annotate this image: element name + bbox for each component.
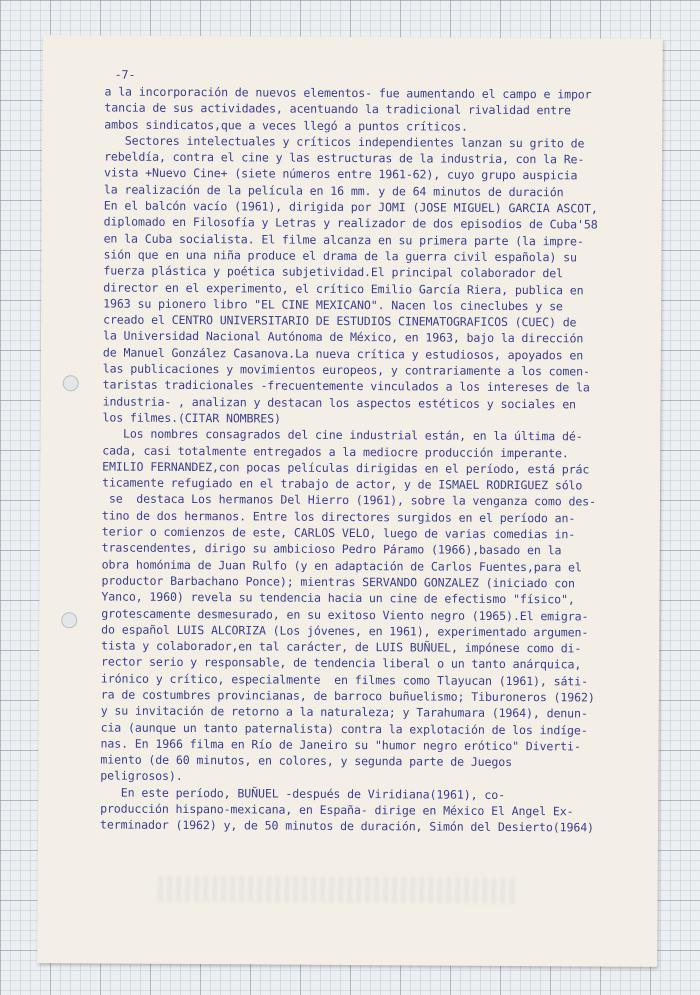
text-line: grotescamente desmesurado, en su exitoso Viento negro (1965).El emigra- bbox=[101, 605, 589, 623]
text-line: tista y colaborador,en tal carácter, de LUIS BUÑUEL, impónese como di- bbox=[101, 638, 582, 656]
text-line: peligrosos). bbox=[100, 768, 183, 784]
text-line: Sectores intelectuales y críticos independientes lanzan su grito de bbox=[104, 133, 585, 151]
punch-hole bbox=[63, 375, 79, 391]
text-line: obra homónima de Juan Rulfo (y en adaptación de Carlos Fuentes,para el bbox=[101, 557, 582, 575]
text-line: los filmes.(CITAR NOMBRES) bbox=[102, 410, 281, 426]
text-line: EMILIO FERNANDEZ,con pocas películas dirigidas en el período, está prác bbox=[102, 459, 590, 477]
text-line: y su invitación de retorno a la naturaleza; y Tarahumara (1964), denun- bbox=[100, 703, 588, 721]
text-line: En el balcón vacío (1961), dirigida por JOMI (JOSE MIGUEL) GARCIA ASCOT, bbox=[103, 198, 598, 216]
text-line: cada, casi totalmente entregados a la mediocre producción imperante. bbox=[102, 443, 569, 460]
page-number: -7- bbox=[114, 67, 136, 82]
text-line: rebeldía, contra el cine y las estructuras de la industria, con la Re- bbox=[104, 149, 585, 167]
text-line: cia (aunque un tanto paternalista) contra la explotación de los indíge- bbox=[100, 720, 588, 738]
text-line: productor Barbachano Ponce); mientras SERVANDO GONZALEZ (iniciado con bbox=[101, 573, 575, 591]
text-line: ambos sindicatos,que a veces llegó a puntos críticos. bbox=[104, 117, 468, 134]
text-line: en la Cuba socialista. El filme alcanza en su primera parte (la impre- bbox=[103, 231, 584, 249]
text-line: fuerza plástica y poética subjetividad.El principal colaborador del bbox=[103, 263, 564, 281]
text-line: de Manuel González Casanova.La nueva crítica y estudiosos, apoyados en bbox=[102, 345, 584, 363]
text-line: nas. En 1966 filma en Río de Janeiro su "humor negro erótico" Diverti- bbox=[100, 736, 581, 754]
text-line: terior o comienzos de este, CARLOS VELO, luego de varias comedias in- bbox=[101, 524, 576, 542]
text-line: rector serio y responsable, de tendencia liberal o un tanto anárquica, bbox=[100, 654, 582, 672]
text-line: 1963 su pionero libro "EL CINE MEXICANO". Nacen los cineclubes y se bbox=[103, 296, 563, 314]
text-line: vista +Nuevo Cine+ (siete números entre 1961-62), cuyo grupo auspicia bbox=[103, 165, 578, 183]
text-line: sión que en una niña produce el drama de la guerra civil española) su bbox=[103, 247, 577, 265]
text-line: terminador (1962) y, de 50 minutos de duración, Simón del Desierto(1964) bbox=[99, 817, 594, 835]
text-line: ticamente refugiado en el trabajo de actor, y de ISMAEL RODRIGUEZ sólo bbox=[102, 475, 583, 493]
text-line: En este período, BUÑUEL -después de Viridiana(1961), co- bbox=[100, 785, 506, 802]
text-line: tancia de sus actividades, acentuando la tradicional rivalidad entre bbox=[104, 100, 571, 118]
text-line: tino de dos hermanos. Entre los directores surgidos en el período an- bbox=[101, 508, 576, 526]
text-line: director en el experimento, el crítico Emilio García Riera, publica en bbox=[103, 280, 584, 297]
text-line: industria- , analizan y destacan los aspectos estéticos y sociales en bbox=[102, 394, 576, 412]
text-line: Yanco, 1960) revela su tendencia hacia un cine de efectismo "físico", bbox=[101, 589, 575, 607]
text-line: Los nombres consagrados del cine industrial están, en la última dé- bbox=[102, 426, 583, 444]
document-page bbox=[37, 35, 663, 967]
text-line: las publicaciones y movimientos europeos, y contrariamente a los comen- bbox=[102, 361, 590, 379]
text-line: la Universidad Nacional Autónoma de México, en 1963, bajo la dirección bbox=[102, 328, 584, 346]
text-line: irónico y crítico, especialmente en filmes como Tlayucan (1961), sáti- bbox=[100, 671, 589, 689]
text-line: ra de costumbres provincianas, de barroco buñuelismo; Tiburoneros (1962) bbox=[100, 687, 595, 705]
text-line: se destaca Los hermanos Del Hierro (1961), sobre la venganza como des- bbox=[101, 491, 596, 509]
text-line: a la incorporación de nuevos elementos- fue aumentando el campo e impor bbox=[104, 84, 592, 102]
text-line: la realización de la película en 16 mm. y de 64 minutos de duración bbox=[103, 182, 564, 200]
text-line: taristas tradicionales -frecuentemente vinculados a los intereses de la bbox=[102, 377, 590, 395]
text-line: trascendentes, dirigo su ambicioso Pedro Páramo (1966),basado en la bbox=[101, 540, 562, 558]
typewritten-text bbox=[100, 83, 650, 836]
text-line: miento (de 60 minutos, en colores, y segunda parte de Juegos bbox=[100, 752, 513, 770]
punch-hole bbox=[61, 612, 77, 628]
text-line: do español LUIS ALCORIZA (Los jóvenes, en 1961), experimentado argumen- bbox=[101, 622, 589, 640]
text-line: producción hispano-mexicana, en España- dirige en México El Angel Ex- bbox=[100, 801, 574, 819]
text-line: creado el CENTRO UNIVERSITARIO DE ESTUDIOS CINEMATOGRAFICOS (CUEC) de bbox=[103, 312, 577, 330]
text-line: diplomado en Filosofía y Letras y realizador de dos episodios de Cuba'58 bbox=[103, 214, 598, 232]
faded-ink-area bbox=[158, 876, 518, 904]
